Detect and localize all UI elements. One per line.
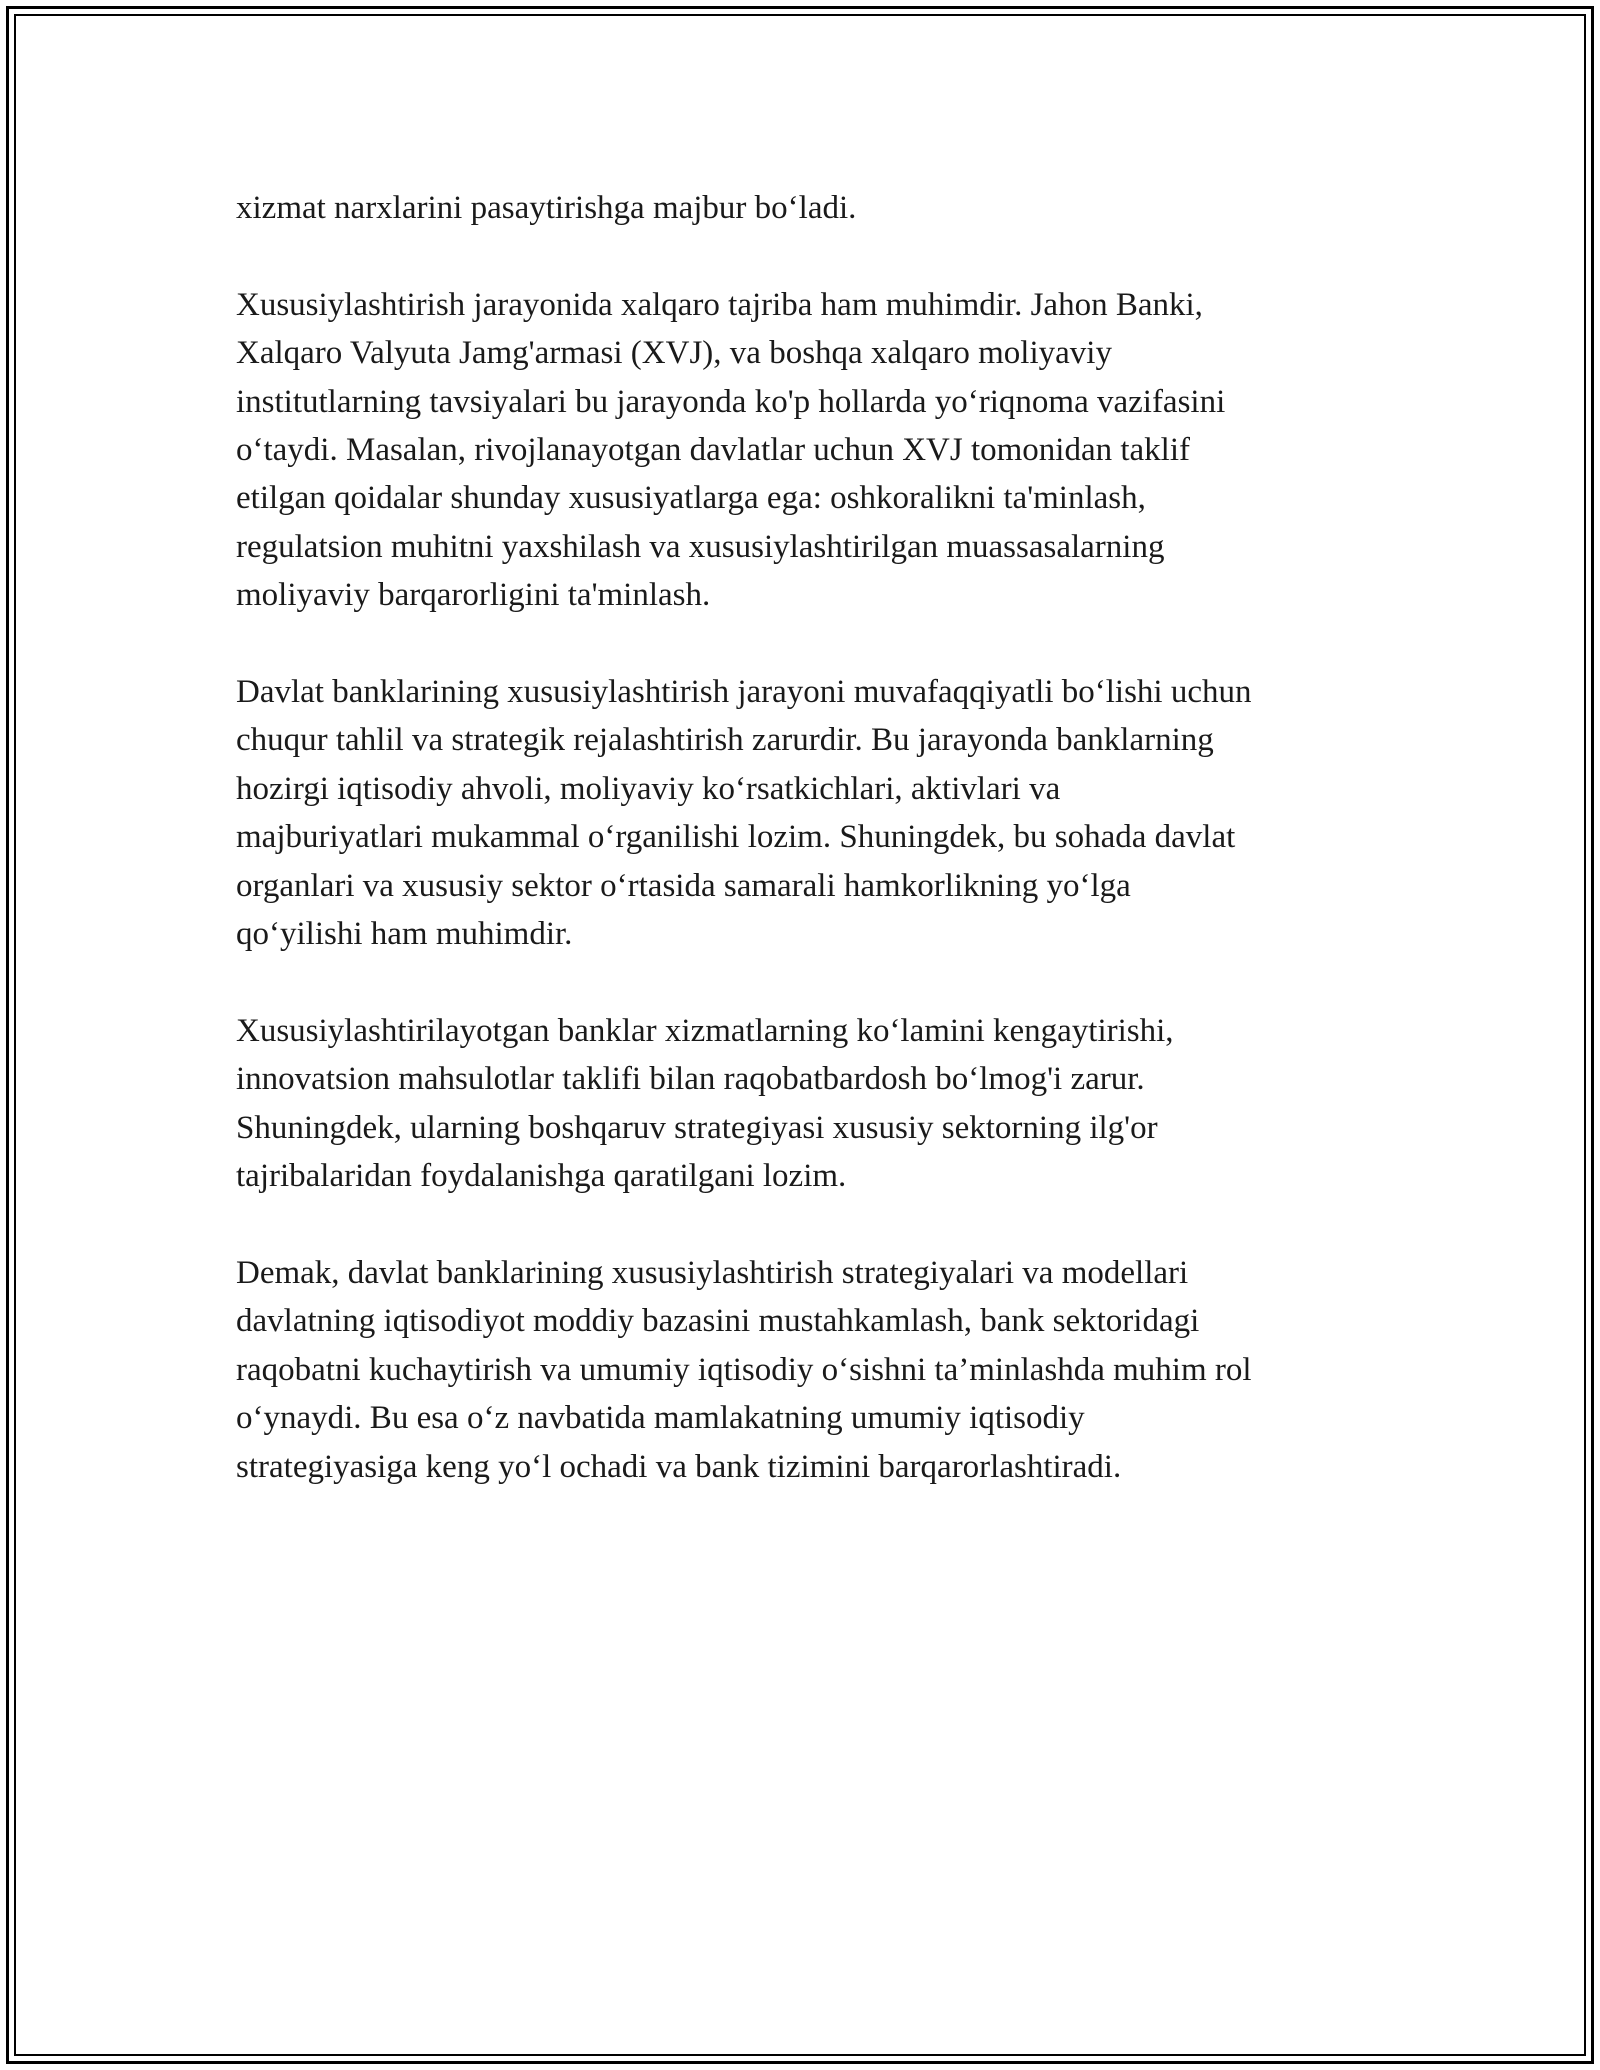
paragraph-5: Demak, davlat banklarining xususiylashtirish strategiyalari va modellari davlatning iqtisodiyot moddiy bazasini mustahkamlash, bank sektoridagi raqobatni kuchaytirish va umumiy iqtisodiy o‘sishni ta’minlashda muhim rol o‘ynaydi. Bu esa o‘z navbatida mamlakatning umumiy iqtisodiy strategiyasiga keng yo‘l ochadi va bank tizimini barqarorlashtiradi. bbox=[236, 1254, 1252, 1485]
paragraph-3: Davlat banklarining xususiylashtirish jarayoni muvafaqqiyatli bo‘lishi uchun chuqur tahlil va strategik rejalashtirish zarurdir. Bu jarayonda banklarning hozirgi iqtisodiy ahvoli, moliyaviy ko‘rsatkichlari, aktivlari va majburiyatlari mukammal o‘rganilishi lozim. Shuningdek, bu sohada davlat organlari va xususiy sektor o‘rtasida samarali hamkorlikning yo‘lga qo‘yilishi ham muhimdir. bbox=[236, 674, 1252, 953]
document-body bbox=[236, 184, 1386, 1539]
paragraph-2: Xususiylashtirish jarayonida xalqaro tajriba ham muhimdir. Jahon Banki, Xalqaro Valyuta Jamg'armasi (XVJ), va boshqa xalqaro moliyaviy institutlarning tavsiyalari bu jarayonda ko'p hollarda yo‘riqnoma vazifasini o‘taydi. Masalan, rivojlanayotgan davlatlar uchun XVJ tomonidan taklif etilgan qoidalar shunday xususiyatlarga ega: oshkoralikni ta'minlash, regulatsion muhitni yaxshilash va xususiylashtirilgan muassasalarning moliyaviy barqarorligini ta'minlash. bbox=[236, 286, 1226, 614]
paragraph-4: Xususiylashtirilayotgan banklar xizmatlarning ko‘lamini kengaytirishi, innovatsion mahsulotlar taklifi bilan raqobatbardosh bo‘lmog'i zarur. Shuningdek, ularning boshqaruv strategiyasi xususiy sektorning ilg'or tajribalaridan foydalanishga qaratilgani lozim. bbox=[236, 1012, 1174, 1195]
paragraph-1: xizmat narxlarini pasaytirishga majbur bo‘ladi. bbox=[236, 190, 857, 226]
